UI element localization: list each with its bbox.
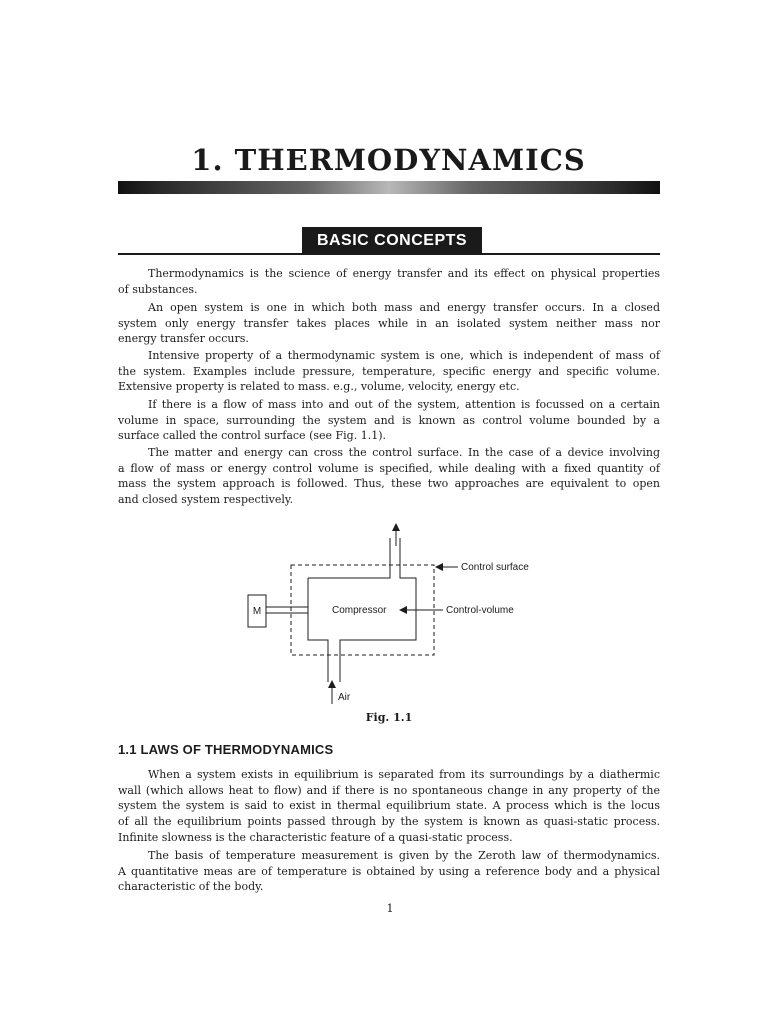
text-line: system only energy transfer takes places while in an isolated system neither mass nor (118, 316, 660, 330)
paragraph-open-system (118, 300, 660, 347)
text-line: volume in space, surrounding the system and is known as control volume bounded by a (118, 413, 660, 427)
text-line: energy transfer occurs. (118, 332, 249, 346)
text-line: the system. Examples include pressure, temperature, specific energy and specific volume. (118, 364, 660, 378)
figure-caption: Fig. 1.1 (365, 711, 413, 724)
text-line: and closed system respectively. (118, 493, 294, 507)
paragraph-control-surface (118, 445, 660, 508)
compressor-label: Compressor (332, 605, 387, 616)
text-line: of substances. (118, 282, 198, 296)
text-line: The basis of temperature measurement is given by the Zeroth law of thermodynamics. (148, 849, 660, 862)
paragraph-equilibrium (118, 767, 660, 846)
subsection-heading: 1.1 LAWS OF THERMODYNAMICS (118, 742, 334, 757)
text-line: mass the system approach is followed. Thus, these two approaches are equivalent to open (118, 477, 660, 491)
text-line: Infinite slowness is the characteristic feature of a quasi-static process. (118, 830, 513, 844)
text-line: If there is a flow of mass into and out of the system, attention is focussed on a certain (148, 398, 660, 411)
paragraph-properties (118, 348, 660, 395)
text-line: of all the equilibrium points passed through by the system is known as quasi-static process. (118, 815, 660, 829)
section-rule (118, 253, 660, 255)
title-gradient-bar (118, 181, 660, 194)
air-label: Air (338, 692, 351, 703)
page-number: 1 (386, 902, 394, 915)
chapter-title: 1. THERMODYNAMICS (191, 143, 586, 177)
motor-label: M (252, 606, 262, 617)
paragraph-control-volume (118, 397, 660, 444)
paragraph-temperature (118, 848, 660, 895)
text-line: system the system is said to exist in thermal equilibrium state. A process which is the locus (118, 799, 660, 813)
text-line: The matter and energy can cross the control surface. In the case of a device involving (148, 446, 660, 459)
text-line: Thermodynamics is the science of energy transfer and its effect on physical properties (148, 267, 660, 280)
text-line: When a system exists in equilibrium is separated from its surroundings by a diathermic (148, 768, 660, 781)
text-line: characteristic of the body. (118, 880, 264, 894)
section-heading-box: BASIC CONCEPTS (302, 227, 482, 254)
text-line: surface called the control surface (see Fig. 1.1). (118, 429, 386, 443)
text-line: Extensive property is related to mass. e.g., volume, velocity, energy etc. (118, 380, 520, 394)
text-line: A quantitative meas are of temperature is obtained by using a reference body and a physical (118, 864, 660, 878)
text-line: a flow of mass or energy control volume is specified, while dealing with a fixed quantity of (118, 461, 660, 475)
control-surface-label: Control surface (461, 562, 529, 573)
text-line: wall (which allows heat to flow) and if there is no spontaneous change in any property of the (118, 783, 660, 797)
text-line: Intensive property of a thermodynamic system is one, which is independent of mass of (148, 349, 660, 362)
figure-compressor-diagram (240, 518, 540, 713)
paragraph-definition (118, 266, 660, 297)
text-line: An open system is one in which both mass and energy transfer occurs. In a closed (148, 301, 660, 314)
control-volume-label: Control-volume (446, 605, 514, 616)
